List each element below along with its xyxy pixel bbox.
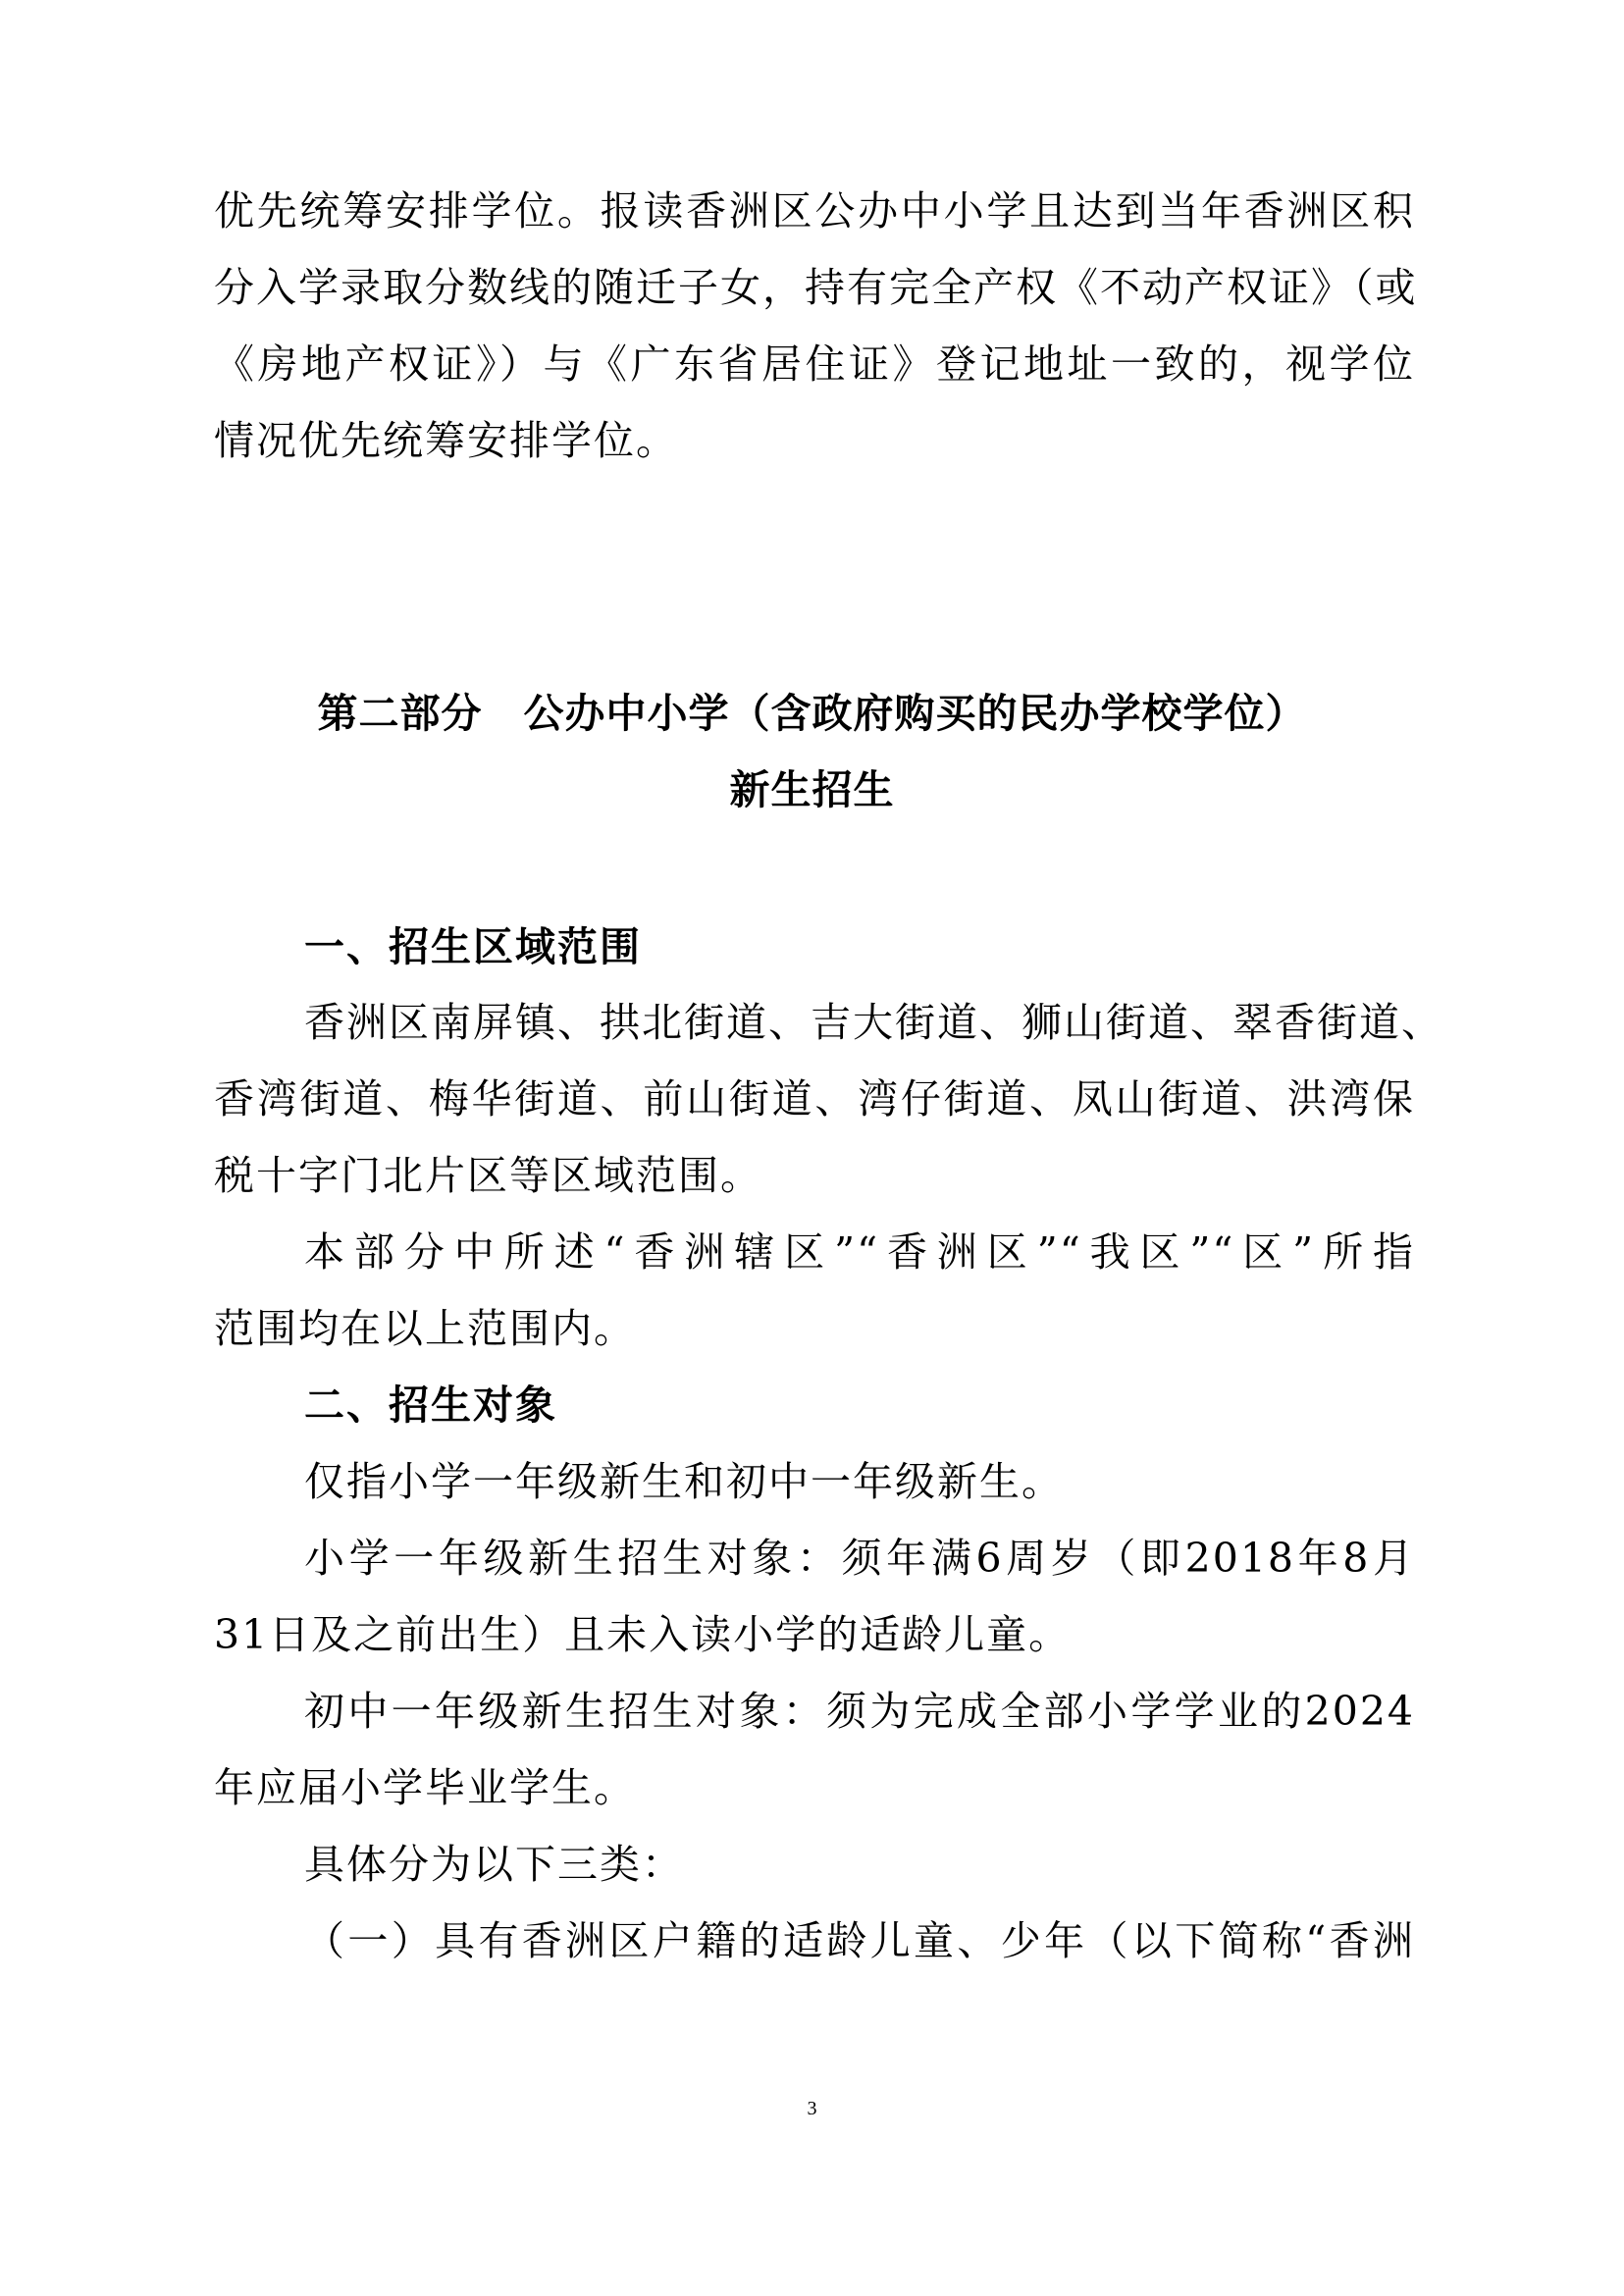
paragraph-line: 本部分中所述“香洲辖区”“香洲区”“我区”“区”所指 bbox=[304, 1228, 1415, 1276]
paragraph-line: 仅指小学一年级新生和初中一年级新生。 bbox=[304, 1458, 1064, 1505]
intro-line-1: 优先统筹安排学位。报读香洲区公办中小学且达到当年香洲区积 bbox=[214, 187, 1415, 235]
paragraph-line: 香湾街道、梅华街道、前山街道、湾仔街道、凤山街道、洪湾保 bbox=[214, 1075, 1415, 1122]
paragraph-line: 香洲区南屏镇、拱北街道、吉大街道、狮山街道、翠香街道、 bbox=[304, 999, 1443, 1046]
intro-line-4: 情况优先统筹安排学位。 bbox=[214, 417, 678, 464]
intro-line-3: 《房地产权证》）与《广东省居住证》登记地址一致的，视学位 bbox=[214, 340, 1415, 388]
paragraph-line: 初中一年级新生招生对象：须为完成全部小学学业的2024 bbox=[304, 1688, 1415, 1735]
paragraph-line: 年应届小学毕业学生。 bbox=[214, 1764, 636, 1811]
paragraph-line: 具体分为以下三类： bbox=[304, 1841, 684, 1888]
part-title-line-2: 新生招生 bbox=[729, 766, 895, 813]
part-title-line-1: 第二部分 公办中小学（含政府购买的民办学校学位） bbox=[317, 690, 1307, 737]
section-heading-enrollment-targets: 二、招生对象 bbox=[304, 1382, 557, 1429]
paragraph-line: 税十字门北片区等区域范围。 bbox=[214, 1152, 762, 1199]
section-heading-enrollment-area: 一、招生区域范围 bbox=[304, 923, 642, 970]
page-number: 3 bbox=[807, 2098, 817, 2119]
paragraph-line: （一）具有香洲区户籍的适龄儿童、少年（以下简称“香洲 bbox=[304, 1917, 1415, 1964]
paragraph-line: 31日及之前出生）且未入读小学的适龄儿童。 bbox=[214, 1611, 1072, 1658]
paragraph-line: 小学一年级新生招生对象：须年满6周岁（即2018年8月 bbox=[304, 1535, 1415, 1582]
intro-line-2: 分入学录取分数线的随迁子女，持有完全产权《不动产权证》（或 bbox=[214, 264, 1418, 311]
paragraph-line: 范围均在以上范围内。 bbox=[214, 1305, 636, 1352]
